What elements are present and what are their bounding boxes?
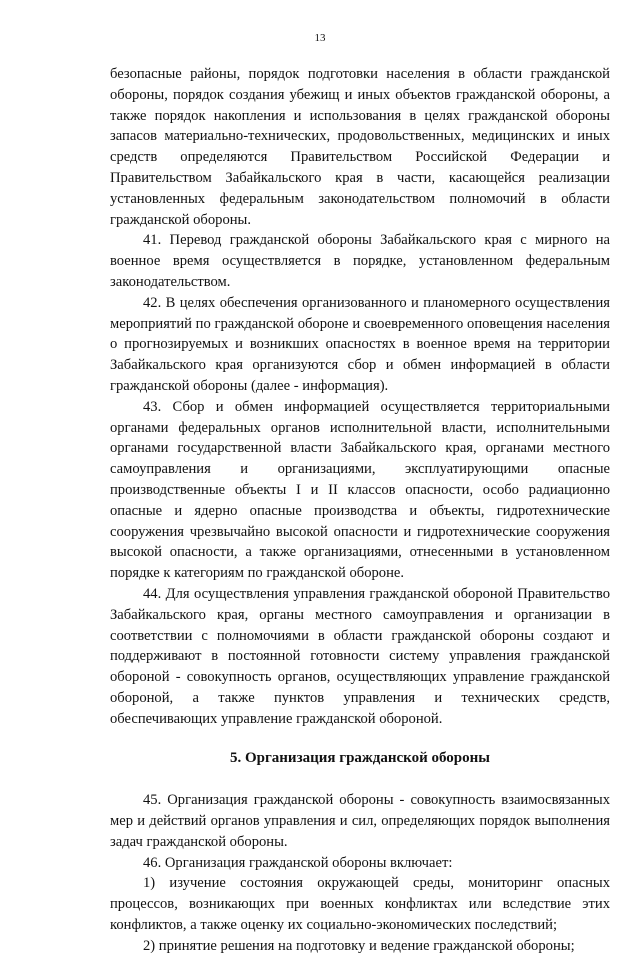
paragraph-41: 41. Перевод гражданской обороны Забайкальского края с мирного на военное время осуществляется в порядке, установленном федеральным законодательством. <box>110 232 610 290</box>
list-item-1: 1) изучение состояния окружающей среды, мониторинг опасных процессов, возникающих при военных конфликтах или вследствие этих конфликтов, а также оценку их социально-экономических последствий; <box>110 875 610 934</box>
paragraph-42: 42. В целях обеспечения организованного и планомерного осуществления мероприятий по гражданской обороне и своевременного оповещения населения о прогнозируемых и возникших опасностях в военное время на территории Забайкальского края организуются сбор и обмен информацией в области гражданской обороны (далее - информация). <box>110 294 610 394</box>
paragraph-46: 46. Организация гражданской обороны включает: <box>143 854 453 871</box>
paragraph-continuation: безопасные районы, порядок подготовки населения в области гражданской обороны, порядок создания убежищ и иных объектов гражданской обороны, а также порядок накопления и использования в целях гражданской обороны запасов материально-технических, продовольственных, медицинских и иных средств определяются Правительством Российской Федерации и Правительством Забайкальского края в части, касающейся реализации установленных федеральным законодательством полномочий в области гражданской обороны. <box>110 66 610 228</box>
paragraph-45: 45. Организация гражданской обороны - совокупность взаимосвязанных мер и действий органов управления и сил, определяющих порядок выполнения задач гражданской обороны. <box>110 792 610 850</box>
paragraph-44: 44. Для осуществления управления гражданской обороной Правительство Забайкальского края, органы местного самоуправления и организации в соответствии с полномочиями в области гражданской обороны создают и поддерживают в постоянной готовности систему управления гражданской обороной - совокупность органов, осуществляющих управление гражданской обороной, а также пунктов управления и технических средств, обеспечивающих управление гражданской обороной. <box>110 585 610 727</box>
list-item-2: 2) принятие решения на подготовку и ведение гражданской обороны; <box>143 937 575 954</box>
document-body <box>110 64 610 957</box>
section-heading: 5. Организация гражданской обороны <box>229 749 491 766</box>
paragraph-43: 43. Сбор и обмен информацией осуществляется территориальными органами федеральных органов исполнительной власти, исполнительными органами государственной власти Забайкальского края, органами местного самоуправления и организациями, эксплуатирующими опасные производственные объекты I и II классов опасности, особо радиационно опасные и ядерно опасные производства и объекты, гидротехнические сооружения чрезвычайно высокой опасности и гидротехнические сооружения высокой опасности, а также организациями, отнесенными в установленном порядке к категориям по гражданской обороне. <box>110 398 610 582</box>
page-number: 13 <box>314 32 326 44</box>
